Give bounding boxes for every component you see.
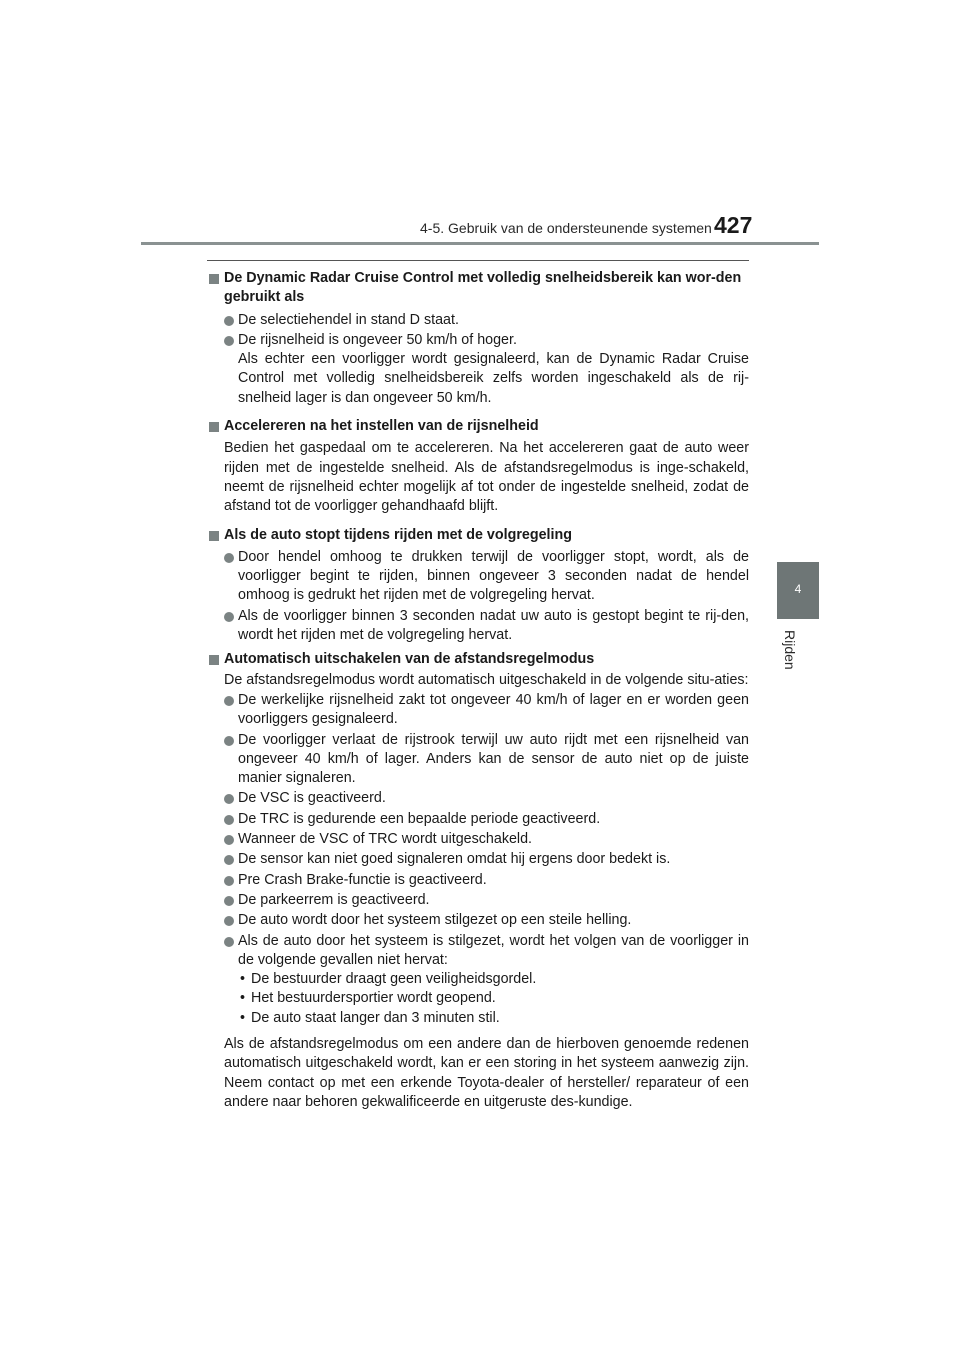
list-item-text: De selectiehendel in stand D staat. xyxy=(238,311,459,328)
list-item xyxy=(209,331,749,350)
list-item-text: De parkeerrem is geactiveerd. xyxy=(238,891,430,908)
square-bullet-icon xyxy=(209,274,219,284)
round-bullet-icon xyxy=(224,553,234,563)
list-item-text: De voorligger verlaat de rijstrook terwijl uw auto rijdt met een rijsnelheid van ongeveer 40 km/h of lager. Anders kan de sensor de auto niet op de juiste manier signaleren. xyxy=(238,731,749,787)
round-bullet-icon xyxy=(224,896,234,906)
list-item-text: Wanneer de VSC of TRC wordt uitgeschakeld. xyxy=(238,831,533,848)
list-item xyxy=(209,830,749,849)
list-item-text: De auto wordt door het systeem stilgezet op een steile helling. xyxy=(238,912,632,929)
chapter-tab xyxy=(777,562,819,619)
heading-text: Als de auto stopt tijdens rijden met de volgregeling xyxy=(224,526,572,543)
sub-bullet-mark: • xyxy=(240,990,246,1007)
list-item xyxy=(209,850,749,869)
sub-list-item xyxy=(209,1009,749,1028)
round-bullet-icon xyxy=(224,316,234,326)
section-heading xyxy=(209,417,749,436)
list-item xyxy=(209,311,749,330)
section-heading xyxy=(209,650,749,669)
sub-bullet-mark: • xyxy=(240,1009,246,1026)
round-bullet-icon xyxy=(224,815,234,825)
square-bullet-icon xyxy=(209,422,219,432)
list-item-text: De werkelijke rijsnelheid zakt tot ongeveer 40 km/h of lager en er worden geen voorliggers gesignaleerd. xyxy=(238,691,749,728)
square-bullet-icon xyxy=(209,531,219,541)
list-item xyxy=(209,691,749,730)
round-bullet-icon xyxy=(224,916,234,926)
list-item-text: Als de voorligger binnen 3 seconden nadat uw auto is gestopt begint te rij-den, wordt het rijden met de volgregeling hervat. xyxy=(238,607,749,644)
heading-text: Automatisch uitschakelen van de afstandsregelmodus xyxy=(224,651,595,668)
chapter-label: Rijden xyxy=(782,630,798,670)
round-bullet-icon xyxy=(224,835,234,845)
page-content xyxy=(209,266,749,1112)
list-item xyxy=(209,810,749,829)
sub-list-item-text: Het bestuurdersportier wordt geopend. xyxy=(251,990,496,1007)
list-item xyxy=(209,607,749,646)
list-item xyxy=(209,548,749,606)
content-divider xyxy=(207,260,749,261)
round-bullet-icon xyxy=(224,612,234,622)
list-item-text: Pre Crash Brake-functie is geactiveerd. xyxy=(238,871,487,888)
list-item xyxy=(209,789,749,808)
list-item xyxy=(209,911,749,930)
sub-list-item xyxy=(209,970,749,989)
list-item-text: De rijsnelheid is ongeveer 50 km/h of hoger. xyxy=(238,331,517,348)
list-item-text: Als echter een voorligger wordt gesignaleerd, kan de Dynamic Radar Cruise Control met volledig snelheidsbereik zelfs worden ingeschakeld als de rij-snelheid lager is dan ongeveer 50 km/h. xyxy=(238,351,749,406)
round-bullet-icon xyxy=(224,336,234,346)
sub-list-item-text: De auto staat langer dan 3 minuten stil. xyxy=(251,1009,500,1026)
list-item xyxy=(209,891,749,910)
list-item-continuation xyxy=(209,350,749,408)
sub-bullet-mark: • xyxy=(240,971,246,988)
sub-list-item-text: De bestuurder draagt geen veiligheidsgordel. xyxy=(251,971,537,988)
square-bullet-icon xyxy=(209,655,219,665)
round-bullet-icon xyxy=(224,855,234,865)
round-bullet-icon xyxy=(224,876,234,886)
page-number: 427 xyxy=(714,212,753,238)
round-bullet-icon xyxy=(224,794,234,804)
round-bullet-icon xyxy=(224,696,234,706)
list-item xyxy=(209,731,749,789)
heading-text: Accelereren na het instellen van de rijsnelheid xyxy=(224,418,539,435)
list-item-text: Door hendel omhoog te drukken terwijl de voorligger stopt, wordt, als de voorligger begint te rijden, binnen ongeveer 3 seconden nadat de hendel omhoog is gedrukt het rijden met de volgregeling hervat. xyxy=(238,548,749,604)
section-title: 4-5. Gebruik van de ondersteunende systemen xyxy=(420,220,712,236)
list-item xyxy=(209,871,749,890)
section-heading xyxy=(209,526,749,545)
round-bullet-icon xyxy=(224,736,234,746)
list-item-text: De sensor kan niet goed signaleren omdat hij ergens door bedekt is. xyxy=(238,851,671,868)
list-item-text: De TRC is gedurende een bepaalde periode geactiveerd. xyxy=(238,810,601,827)
list-item-text: Als de auto door het systeem is stilgezet, wordt het volgen van de voorligger in de volgende gevallen niet hervat: xyxy=(238,932,749,968)
section-heading xyxy=(209,269,749,308)
chapter-number: 4 xyxy=(794,582,802,596)
round-bullet-icon xyxy=(224,937,234,947)
heading-text: De Dynamic Radar Cruise Control met volledig snelheidsbereik kan wor-den gebruikt als xyxy=(224,270,742,306)
list-item xyxy=(209,932,749,971)
paragraph: Als de afstandsregelmodus om een andere dan de hierboven genoemde redenen automatisch uitgeschakeld wordt, kan er een storing in het systeem aanwezig zijn. Neem contact op met een erkende Toyota-dealer of hersteller/ reparateur of een andere naar behoren gekwalificeerde en uitgeruste des-kundige. xyxy=(224,1035,749,1110)
chapter-label-container xyxy=(775,630,821,690)
header-divider xyxy=(141,242,819,245)
sub-list-item xyxy=(209,989,749,1008)
paragraph: De afstandsregelmodus wordt automatisch uitgeschakeld in de volgende situ-aties: xyxy=(224,671,749,688)
paragraph: Bedien het gaspedaal om te accelereren. Na het accelereren gaat de auto weer rijden met de ingestelde snelheid. Als de afstandsregelmodus is inge-schakeld, neemt de rijsnelheid echter mogelijk af tot onder de ingestelde snelheid, zodat de afstand tot de voorligger gehandhaafd blijft. xyxy=(224,440,749,515)
list-item-text: De VSC is geactiveerd. xyxy=(238,790,386,807)
